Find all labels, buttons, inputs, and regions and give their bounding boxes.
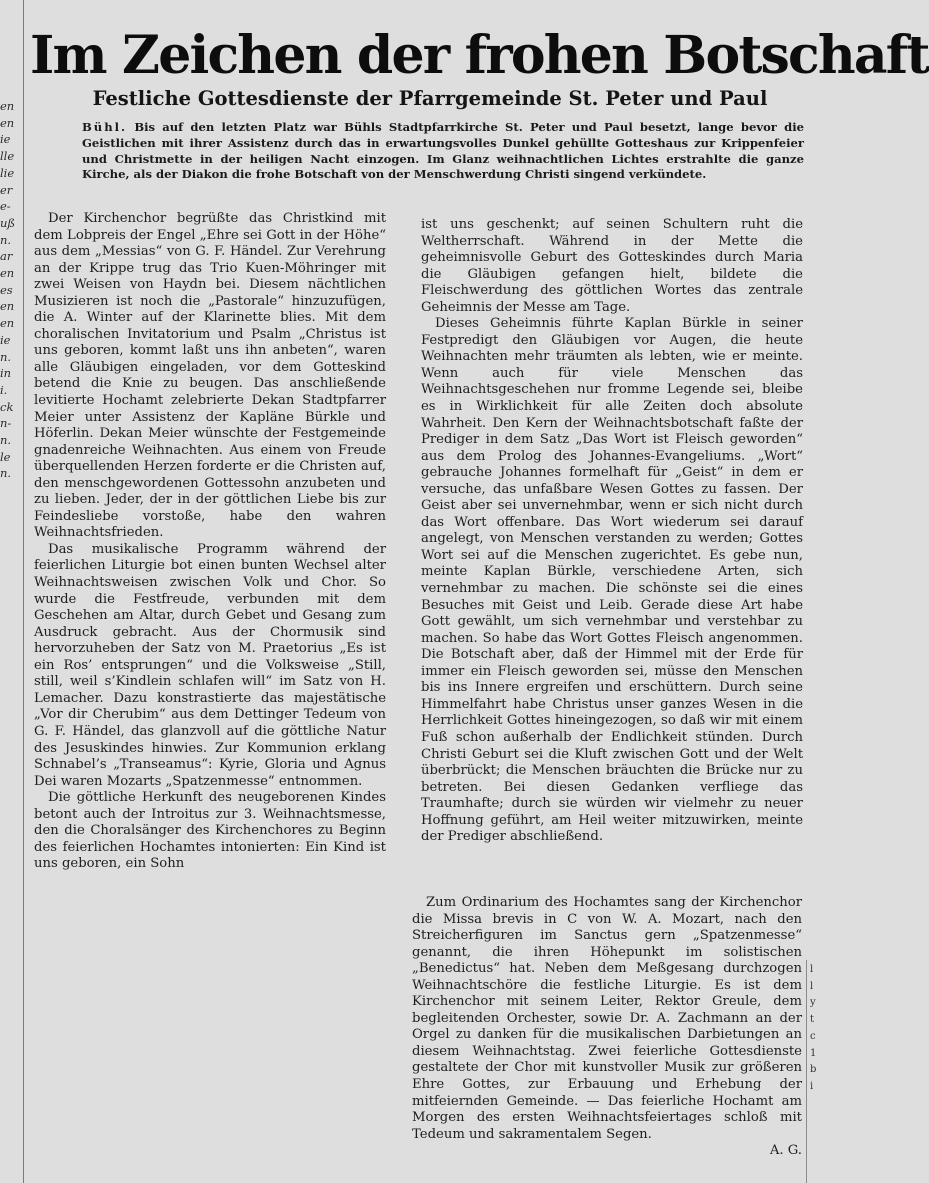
edge-fragment: n. [0, 349, 12, 364]
edge-fragment: en [0, 115, 15, 130]
edge-fragment: c [810, 1030, 816, 1042]
edge-fragment: n- [0, 416, 12, 431]
edge-fragment: le [0, 449, 11, 464]
edge-fragment: i [810, 1080, 814, 1092]
lead-dateline: Bühl. [82, 120, 128, 134]
edge-fragment: i. [0, 382, 8, 397]
edge-fragment: y [810, 997, 816, 1009]
paragraph: ist uns geschenkt; auf seinen Schultern ruht die Weltherrschaft. Während in der Mette die geheimnisvolle Geburt des Gotteskindes durch Maria die Gläubigen gefangen hielt, bildete die Fleischwerdung des göttlichen Wortes das zentrale Geheimnis der Messe am Tage. [421, 217, 803, 315]
edge-fragment: en [0, 299, 15, 314]
article-lead [82, 120, 804, 183]
paragraph: Das musikalische Programm während der feierlichen Liturgie bot einen bunten Wechsel alter Weihnachtsweisen zwischen Volk und Chor. So wurde die Festfreude, verbunden mit dem Geschehen am Altar, durch Gebet und Gesang zum Ausdruck gebracht. Aus der Chormusik sind hervorzuheben der Satz von M. Praetorius „Es ist ein Ros’ entsprungen“ und die Volksweise „Still, still, weil s’Kindlein schlafen will“ im Satz von H. Lemacher. Dazu konstrastierte das majestätische „Vor dir Cherubim“ aus dem Dettinger Tedeum von G. F. Händel, das glanzvoll auf die göttliche Natur des Jesuskindes hinwies. Zur Kommunion erklang Schnabel’s „Transeamus“: Kyrie, Gloria und Agnus Dei waren Mozarts „Spatzenmesse“ entnommen. [34, 541, 386, 789]
article-column-3 [412, 895, 802, 1160]
edge-fragment: er [0, 182, 13, 197]
adjacent-column-fragment-left [0, 98, 24, 482]
edge-fragment: en [0, 99, 15, 113]
edge-fragment: es [0, 282, 13, 297]
edge-fragment: e- [0, 199, 11, 214]
paragraph: Die göttliche Herkunft des neugeborenen Kindes betont auch der Introitus zur 3. Weihnachtsmesse, den die Choralsänger des Kirchenchores zu Beginn des feierlichen Hochamtes intonierten: Ein Kind ist uns geboren, ein Sohn [34, 790, 386, 872]
paragraph: Dieses Geheimnis führte Kaplan Bürkle in seiner Festpredigt den Gläubigen vor Augen, die heute Weihnachten mehr träumten als lebten, wie er meinte. Wenn auch für viele Menschen das Weihnachtsgeschehen nur fromme Legende sei, bleibe es in Wirklichkeit für alle Zeiten doch absolute Wahrheit. Den Kern der Weihnachtsbotschaft faßte der Prediger in dem Satz „Das Wort ist Fleisch geworden“ aus dem Prolog des Johannes-Evangeliums. „Wort“ gebrauche Johannes formelhaft für „Geist“ in dem er versuche, das unfaßbare Wesen Gottes zu fassen. Der Geist aber sei unvernehmbar, wenn er sich nicht durch das Wort offenbare. Das Wort wiederum sei darauf angelegt, von Menschen verstanden zu werden; Gottes Wort sei auf die Menschen zugerichtet. Es gebe nun, meinte Kaplan Bürkle, verschiedene Arten, sich vernehmbar zu machen. Die schönste sei die eines Besuches mit Geist und Leib. Gerade diese Art habe Gott gewählt, um sich vernehmbar und verstehbar zu machen. So habe das Wort Gottes Fleisch angenommen. Die Botschaft aber, daß der Himmel mit der Erde für immer ein Fleisch geworden sei, müsse den Menschen bis ins Innere ergreifen und erschüttern. Durch seine Himmelfahrt habe Christus unser ganzes Wesen in die Herrlichkeit Gottes hineingezogen, so daß wir mit einem Fuß schon außerhalb der Endlichkeit stünden. Durch Christi Geburt sei die Kluft zwischen Gott und der Welt überbrückt; die Menschen bräuchten die Brücke nur zu betreten. Bei diesen Gedanken verfliege das Traumhafte; durch sie würden wir vielmehr zu neuer Hoffnung geführt, am Heil weiter mitzuwirken, meinte der Prediger abschließend. [421, 316, 803, 845]
edge-fragment: ar [0, 249, 13, 264]
edge-fragment: ie [0, 132, 11, 147]
paragraph: Zum Ordinarium des Hochamtes sang der Kirchenchor die Missa brevis in C von W. A. Mozart, nach den Streicherfiguren im Sanctus gern „Spatzenmesse“ genannt, die ihren Höhepunkt im solistischen „Benedictus“ hat. Neben dem Meßgesang durchzogen Weihnachtschöre die festliche Liturgie. Es ist dem Kirchenchor mit seinem Leiter, Rektor Greule, dem begleitenden Orchester, sowie Dr. A. Zachmann an der Orgel zu danken für die musikalischen Darbietungen an diesem Weihnachtstag. Zwei feierliche Gottesdienste gestaltete der Chor mit kunstvoller Musik zur größeren Ehre Gottes, zur Erbauung und Erhebung der mitfeiernden Gemeinde. — Das feierliche Hochamt am Morgen des ersten Weihnachtsfeiertages schloß mit Tedeum und sakramentalem Segen. [412, 895, 802, 1142]
edge-fragment: uß [0, 215, 16, 230]
edge-fragment: lie [0, 165, 15, 180]
paragraph: Der Kirchenchor begrüßte das Christkind mit dem Lobpreis der Engel „Ehre sei Gott in der Höhe“ aus dem „Messias“ von G. F. Händel. Zur Verehrung an der Krippe trug das Trio Kuen-Möhringer mit zwei Weisen von Haydn bei. Diesem nächtlichen Musizieren ist noch die „Pastorale“ hinzuzufügen, die A. Winter auf der Klarinette blies. Mit dem choralischen Invitatorium und Psalm „Christus ist uns geboren, kommt laßt uns ihn anbeten“, waren alle Gläubigen eingeladen, vor dem Gotteskind betend die Knie zu beugen. Das anschließende levitierte Hochamt zelebrierte Dekan Stadtpfarrer Meier unter Assistenz der Kapläne Bürkle und Höferlin. Dekan Meier wünschte der Festgemeinde gnadenreiche Weihnachten. Aus einem von Freude überquellenden Herzen forderte er die Christen auf, den menschgewordenen Gottessohn anzubeten und zu lieben. Jeder, der in der göttlichen Liebe bis zur Feindesliebe vorstoße, habe den wahren Weihnachtsfrieden. [34, 211, 386, 541]
edge-fragment: n. [0, 466, 12, 481]
edge-fragment: in [0, 366, 12, 381]
column-rule-right [806, 960, 807, 1183]
article-headline: Im Zeichen der frohen Botschaft [30, 25, 929, 86]
article-column-1 [34, 211, 386, 873]
edge-fragment: en [0, 266, 15, 281]
article-subheadline: Festliche Gottesdienste der Pfarrgemeinde St. Peter und Paul [92, 87, 768, 110]
edge-fragment: en [0, 316, 15, 331]
edge-fragment: l [810, 964, 814, 975]
article-column-2 [421, 217, 803, 846]
edge-fragment: l [810, 980, 814, 992]
author-signature: A. G. [769, 1143, 802, 1159]
edge-fragment: n. [0, 232, 12, 247]
edge-fragment: 1 [810, 1047, 817, 1059]
edge-fragment: t [810, 1014, 815, 1026]
edge-fragment: ie [0, 332, 11, 347]
adjacent-column-fragment-right [810, 962, 818, 1096]
column-rule-left [23, 0, 24, 1183]
edge-fragment: b [810, 1064, 817, 1076]
edge-fragment: lle [0, 149, 15, 164]
edge-fragment: n. [0, 433, 12, 448]
edge-fragment: ck [0, 399, 14, 414]
lead-text: Bis auf den letzten Platz war Bühls Stadtpfarrkirche St. Peter und Paul besetzt, lange bevor die Geistlichen mit ihrer Assistenz durch das in erwartungsvolles Dunkel gehüllte Gotteshaus zur Krippenfeier und Christmette in der heiligen Nacht einzogen. Im Glanz weihnachtlichen Lichtes erstrahlte die ganze Kirche, als der Diakon die frohe Botschaft von der Menschwerdung Christi singend verkündete. [82, 120, 804, 182]
